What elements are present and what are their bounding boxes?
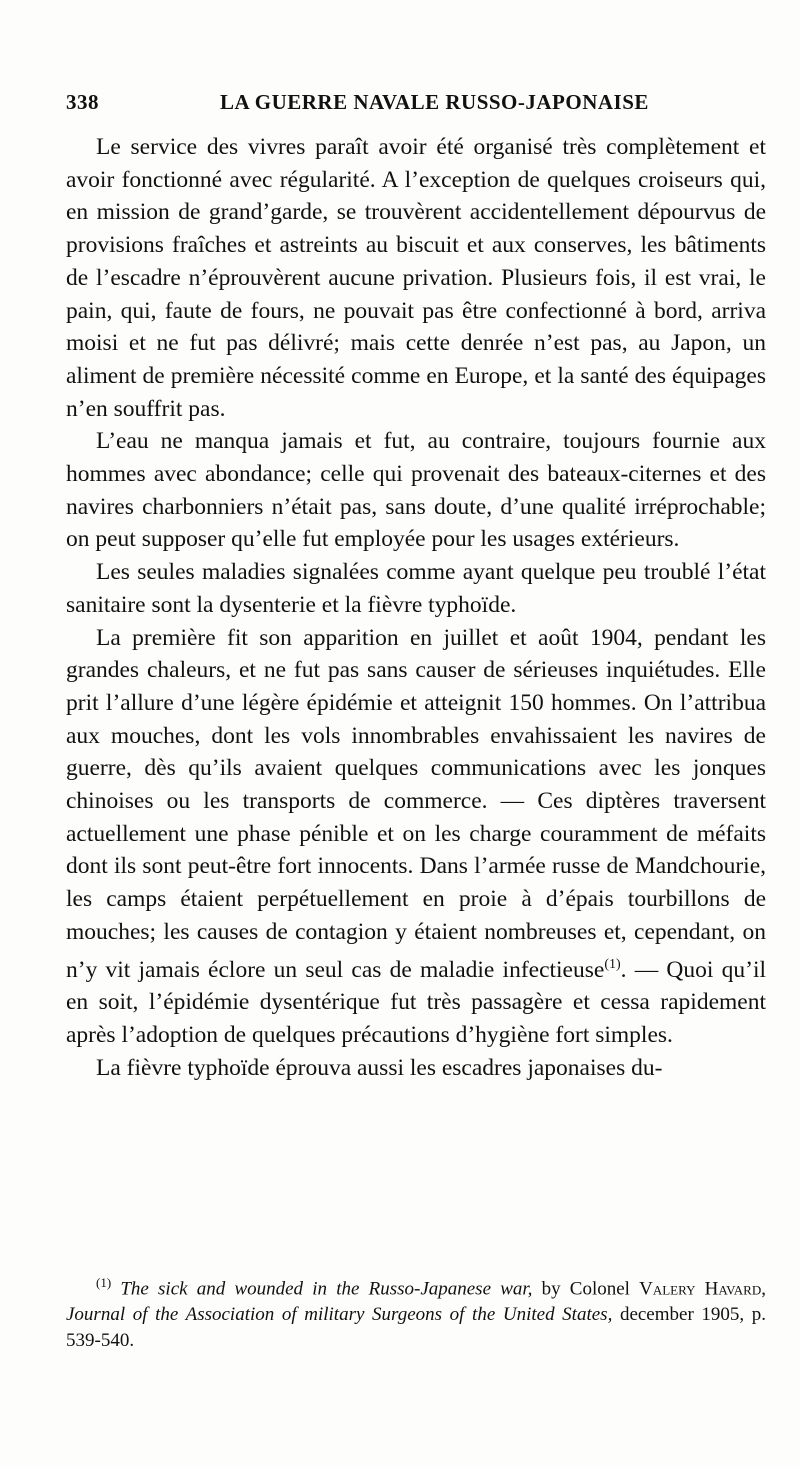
paragraph: La fièvre typhoïde éprouva aussi les escadres japonaises du- bbox=[96, 1054, 663, 1081]
paragraph: Le service des vivres paraît avoir été organisé très complètement et avoir fonctionné avec régularité. A l’exception de quelques croiseurs qui, en mission de grand’garde, se trouvèrent accidentellement dépourvus de provisions fraîches et astreints au biscuit et aux conserves, les bâtiments de l’escadre n’éprouvèrent aucune privation. Plusieurs fois, il est vrai, le pain, qui, faute de fours, ne pouvait pas être confectionné à bord, arriva moisi et ne fut pas délivré; mais cette denrée n’est pas, au Japon, un aliment de première nécessité comme en Europe, et la santé des équipages n’en souffrit pas. bbox=[66, 134, 766, 422]
paragraph: Les seules maladies signalées comme ayant quelque peu troublé l’état sanitaire sont la dysenterie et la fièvre typhoïde. bbox=[66, 559, 766, 618]
paragraph bbox=[66, 622, 766, 1052]
paragraph-text: La première fit son apparition en juillet et août 1904, pendant les grandes chaleurs, et ne fut pas sans causer de sérieuses inquiétudes. Elle prit l’allure d’une légère épidémie et atteignit 150 hommes. On l’attribua aux mouches, dont les vols innombrables envahissaient les navires de guerre, dès qu’ils avaient quelques communications avec les jonques chinoises ou les transports de commerce. — Ces diptères traversent actuellement une phase pénible et on les charge couramment de méfaits dont ils sont peut-être fort innocents. Dans l’armée russe de Mandchourie, les camps étaient perpétuellement en proie à d’épais tourbillons de mouches; les causes de contagion y étaient nombreuses et, cependant, on n’y vit jamais éclore un seul cas de maladie infectieuse bbox=[66, 624, 766, 983]
footnote-marker: (1) bbox=[96, 1275, 112, 1290]
footnote-text: december 1905, p. 539-540. bbox=[66, 1304, 766, 1352]
footnote-author: Valery Havard bbox=[639, 1278, 762, 1300]
page-header bbox=[66, 90, 766, 120]
footnote-text: , bbox=[761, 1278, 766, 1300]
paragraph: L’eau ne manqua jamais et fut, au contraire, toujours fournie aux hommes avec abondance; celle qui provenait des bateaux-citernes et des navires charbonniers n’était pas, sans doute, d’une qualité irréprochable; on peut supposer qu’elle fut employée pour les usages extérieurs. bbox=[66, 428, 766, 553]
footnote-reference: (1) bbox=[604, 956, 621, 972]
paragraph-text: . — Quoi qu’il en soit, l’épidémie dysentérique fut très passagère et cessa rapidement après l’adoption de quelques précautions d’hygiène fort simples. bbox=[66, 956, 766, 1048]
footnote-text: by Colonel bbox=[532, 1278, 640, 1300]
footnote-journal: Journal of the Association of military Surgeons of the United States, bbox=[66, 1304, 613, 1326]
running-head: LA GUERRE NAVALE RUSSO-JAPONAISE bbox=[220, 90, 649, 114]
body-text bbox=[66, 131, 766, 1084]
page-number: 338 bbox=[66, 90, 99, 114]
footnote-title: The sick and wounded in the Russo-Japanese war, bbox=[120, 1278, 533, 1300]
footnote bbox=[66, 1270, 766, 1354]
footnote-area bbox=[66, 1270, 766, 1354]
